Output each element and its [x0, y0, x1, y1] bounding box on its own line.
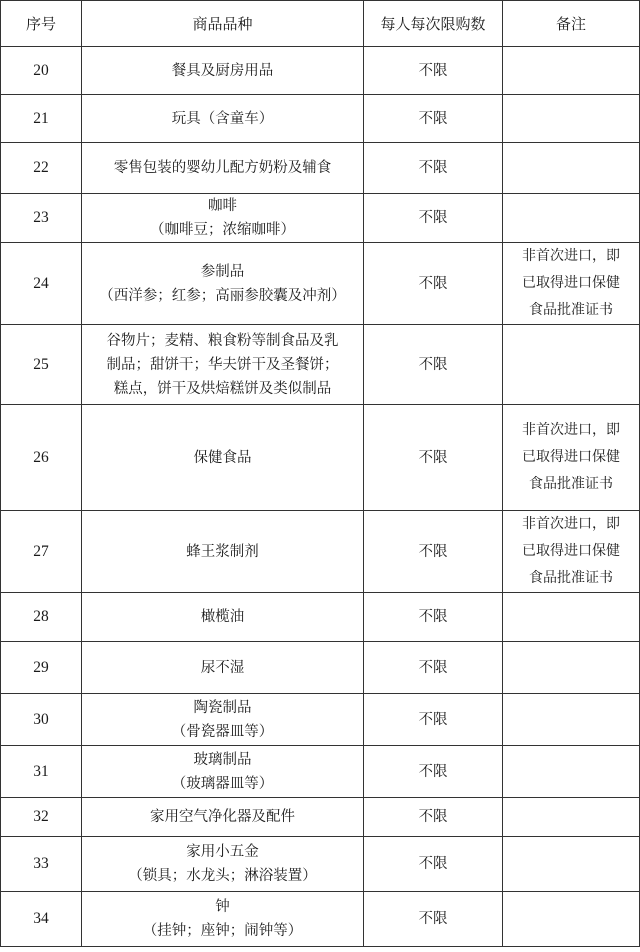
row-limit: 不限 [364, 837, 503, 892]
row-item-line: （骨瓷器皿等） [171, 723, 274, 740]
header-index: 序号 [1, 1, 82, 47]
row-index: 20 [1, 47, 82, 95]
row-item-line: 家用小五金 [186, 844, 259, 860]
row-item-line: 零售包装的婴幼儿配方奶粉及辅食 [113, 160, 332, 176]
row-item [82, 593, 364, 642]
row-item [82, 325, 364, 405]
table-row [1, 694, 640, 746]
row-note [503, 405, 640, 511]
row-note-line: 非首次进口，即 [522, 516, 620, 532]
row-note [503, 95, 640, 143]
row-note-line: 非首次进口，即 [522, 422, 620, 438]
row-limit: 不限 [364, 47, 503, 95]
row-item [82, 47, 364, 95]
row-note [503, 746, 640, 798]
row-note [503, 143, 640, 194]
table-row [1, 143, 640, 194]
row-note [503, 694, 640, 746]
row-item-line: 玩具（含童车） [171, 110, 274, 127]
row-limit: 不限 [364, 746, 503, 798]
header-limit: 每人每次限购数 [364, 1, 503, 47]
table-row [1, 405, 640, 511]
row-index: 21 [1, 95, 82, 143]
row-index: 22 [1, 143, 82, 194]
row-item-line: 家用空气净化器及配件 [150, 809, 295, 825]
row-limit: 不限 [364, 194, 503, 243]
row-item [82, 642, 364, 694]
row-limit: 不限 [364, 892, 503, 947]
header-note: 备注 [503, 1, 640, 47]
row-index: 34 [1, 892, 82, 947]
row-index: 33 [1, 837, 82, 892]
row-item-line: 糕点，饼干及烘焙糕饼及类似制品 [113, 380, 332, 397]
row-note [503, 47, 640, 95]
row-index: 31 [1, 746, 82, 798]
row-limit: 不限 [364, 143, 503, 194]
row-item-line: （咖啡豆；浓缩咖啡） [150, 222, 295, 238]
row-note-line: 非首次进口，即 [522, 248, 620, 264]
row-limit: 不限 [364, 243, 503, 325]
row-item-line: 橄榄油 [200, 609, 245, 625]
row-limit: 不限 [364, 694, 503, 746]
row-item [82, 405, 364, 511]
row-item-line: 陶瓷制品 [193, 699, 252, 716]
table-row [1, 325, 640, 405]
table-row [1, 194, 640, 243]
row-item-line: 咖啡 [208, 198, 237, 214]
table-row [1, 642, 640, 694]
row-limit: 不限 [364, 798, 503, 837]
row-note-line: 已取得进口保健 [522, 543, 620, 559]
row-index: 24 [1, 243, 82, 325]
row-note [503, 642, 640, 694]
row-note-line: 已取得进口保健 [522, 449, 620, 465]
row-item-line: 尿不湿 [200, 659, 245, 676]
row-item [82, 837, 364, 892]
row-limit: 不限 [364, 405, 503, 511]
table-row [1, 95, 640, 143]
row-index: 25 [1, 325, 82, 405]
row-limit: 不限 [364, 593, 503, 642]
table-row [1, 746, 640, 798]
table-row [1, 837, 640, 892]
table-body [1, 47, 640, 947]
row-limit: 不限 [364, 325, 503, 405]
row-index: 32 [1, 798, 82, 837]
row-note [503, 892, 640, 947]
row-note [503, 325, 640, 405]
row-limit: 不限 [364, 511, 503, 593]
row-note [503, 194, 640, 243]
row-item [82, 194, 364, 243]
row-note [503, 798, 640, 837]
table-row [1, 243, 640, 325]
row-item [82, 143, 364, 194]
row-note-line: 食品批准证书 [529, 476, 613, 492]
row-note-line: 食品批准证书 [529, 302, 613, 318]
row-item-line: 蜂王浆制剂 [186, 543, 259, 560]
row-note-line: 已取得进口保健 [522, 275, 620, 291]
row-index: 27 [1, 511, 82, 593]
row-note [503, 243, 640, 325]
table-row [1, 892, 640, 947]
row-index: 26 [1, 405, 82, 511]
row-item [82, 694, 364, 746]
row-note [503, 837, 640, 892]
table-row [1, 593, 640, 642]
row-note-line: 食品批准证书 [529, 570, 613, 586]
row-item-line: （西洋参；红参；高丽参胶囊及冲剂） [99, 287, 346, 304]
row-index: 28 [1, 593, 82, 642]
row-item-line: 保健食品 [193, 449, 252, 466]
row-item-line: 谷物片；麦精、粮食粉等制食品及乳 [106, 332, 339, 349]
row-item [82, 892, 364, 947]
row-item [82, 243, 364, 325]
row-limit: 不限 [364, 95, 503, 143]
row-note [503, 511, 640, 593]
row-item [82, 511, 364, 593]
table-row [1, 47, 640, 95]
row-index: 23 [1, 194, 82, 243]
row-item-line: 制品；甜饼干；华夫饼干及圣餐饼； [106, 356, 339, 373]
table-row [1, 511, 640, 593]
row-index: 29 [1, 642, 82, 694]
row-item-line: 餐具及厨房用品 [171, 62, 274, 79]
row-index: 30 [1, 694, 82, 746]
row-item [82, 798, 364, 837]
row-item-line: （玻璃器皿等） [171, 775, 274, 792]
row-note [503, 593, 640, 642]
row-item-line: （挂钟；座钟；闹钟等） [142, 923, 303, 939]
row-item-line: 玻璃制品 [193, 751, 252, 768]
row-item-line: 钟 [215, 899, 230, 915]
table-header-row [1, 1, 640, 47]
row-item-line: 参制品 [200, 263, 245, 280]
table-row [1, 798, 640, 837]
row-limit: 不限 [364, 642, 503, 694]
row-item [82, 746, 364, 798]
row-item-line: （锁具；水龙头；淋浴装置） [128, 868, 317, 884]
row-item [82, 95, 364, 143]
header-item: 商品品种 [82, 1, 364, 47]
